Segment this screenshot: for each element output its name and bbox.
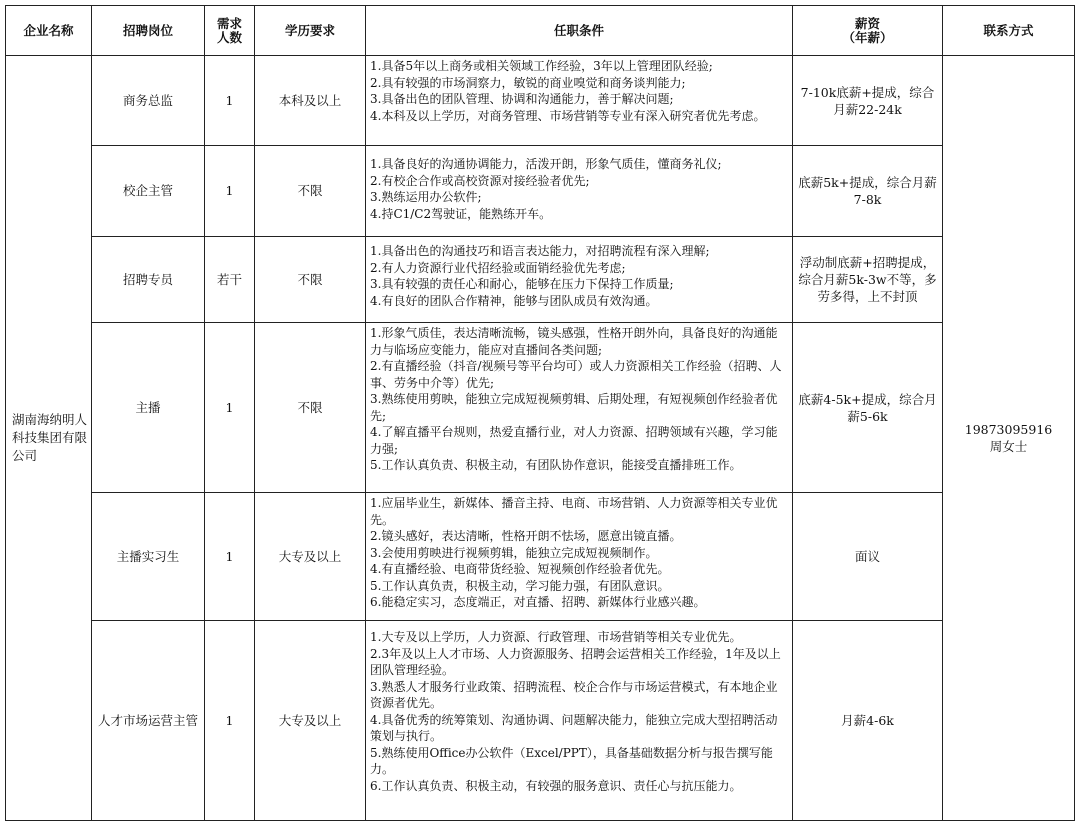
contact-person: 周女士 [989, 439, 1028, 454]
job-count: 若干 [205, 237, 255, 323]
recruitment-table [5, 5, 1075, 821]
requirement-item: 2.有校企合作或高校资源对接经验者优先; [370, 173, 590, 188]
job-count: 1 [205, 56, 255, 146]
job-requirements [366, 621, 793, 821]
requirement-item: 3.具备出色的团队管理、协调和沟通能力，善于解决问题; [370, 92, 674, 106]
requirement-item: 1.形象气质佳，表达清晰流畅，镜头感强，性格开朗外向，具备良好的沟通能力与临场应变能力，能应对直播间各类问题; [370, 326, 778, 357]
header-position: 招聘岗位 [92, 6, 205, 56]
requirement-item: 5.工作认真负责、积极主动，有团队协作意识，能接受直播排班工作。 [370, 458, 742, 472]
job-salary: 底薪4-5k+提成，综合月薪5-6k [793, 323, 943, 493]
requirement-item: 6.能稳定实习，态度端正，对直播、招聘、新媒体行业感兴趣。 [370, 595, 706, 609]
requirement-item: 3.熟练使用剪映，能独立完成短视频剪辑、后期处理，有短视频创作经验者优先; [370, 392, 778, 423]
requirement-item: 4.本科及以上学历，对商务管理、市场营销等专业有深入研究者优先考虑。 [370, 108, 766, 123]
table-row [6, 56, 1075, 146]
job-position: 商务总监 [92, 56, 205, 146]
requirement-item: 2.镜头感好，表达清晰，性格开朗不怯场，愿意出镜直播。 [370, 529, 682, 543]
job-requirements [366, 493, 793, 621]
contact-info [943, 56, 1075, 821]
requirement-item: 4.持C1/C2驾驶证，能熟练开车。 [370, 206, 552, 221]
job-education: 不限 [255, 323, 366, 493]
job-requirements [366, 237, 793, 323]
job-position: 校企主管 [92, 146, 205, 237]
table-row [6, 621, 1075, 821]
requirement-item: 4.了解直播平台规则，热爱直播行业，对人力资源、招聘领域有兴趣，学习能力强; [370, 425, 778, 456]
requirement-item: 1.大专及以上学历，人力资源、行政管理、市场营销等相关专业优先。 [370, 630, 742, 644]
job-education: 大专及以上 [255, 621, 366, 821]
header-count-line1: 需求 [216, 15, 242, 31]
job-requirements [366, 146, 793, 237]
job-requirements [366, 56, 793, 146]
contact-phone: 19873095916 [964, 422, 1053, 437]
header-count [205, 6, 255, 56]
job-salary: 面议 [793, 493, 943, 621]
header-contact: 联系方式 [943, 6, 1075, 56]
requirement-item: 1.具备良好的沟通协调能力，活泼开朗，形象气质佳，懂商务礼仪; [370, 157, 722, 171]
requirement-item: 3.会使用剪映进行视频剪辑，能独立完成短视频制作。 [370, 545, 658, 560]
requirement-item: 2.具有较强的市场洞察力，敏锐的商业嗅觉和商务谈判能力; [370, 75, 686, 90]
requirement-item: 1.应届毕业生，新媒体、播音主持、电商、市场营销、人力资源等相关专业优先。 [370, 496, 778, 527]
requirement-item: 2.3年及以上人才市场、人力资源服务、招聘会运营相关工作经验，1年及以上团队管理经验。 [370, 646, 781, 677]
job-education: 不限 [255, 146, 366, 237]
requirement-item: 3.熟悉人才服务行业政策、招聘流程、校企合作与市场运营模式，有本地企业资源者优先。 [370, 679, 778, 710]
requirement-item: 3.具有较强的责任心和耐心，能够在压力下保持工作质量; [370, 277, 674, 291]
header-row [6, 6, 1075, 56]
job-position: 主播 [92, 323, 205, 493]
header-company: 企业名称 [6, 6, 92, 56]
requirement-item: 1.具备出色的沟通技巧和语言表达能力，对招聘流程有深入理解; [370, 244, 710, 258]
requirement-item: 4.有良好的团队合作精神，能够与团队成员有效沟通。 [370, 293, 658, 308]
requirement-item: 4.具备优秀的统筹策划、沟通协调、问题解决能力，能独立完成大型招聘活动策划与执行。 [370, 712, 778, 743]
header-count-line2: 人数 [216, 29, 242, 45]
job-salary: 底薪5k+提成，综合月薪7-8k [793, 146, 943, 237]
requirement-item: 6.工作认真负责、积极主动，有较强的服务意识、责任心与抗压能力。 [370, 778, 742, 793]
requirement-item: 1.具备5年以上商务或相关领域工作经验，3年以上管理团队经验; [370, 59, 713, 73]
table-row [6, 146, 1075, 237]
requirement-item: 3.熟练运用办公软件; [370, 190, 482, 204]
job-education: 不限 [255, 237, 366, 323]
job-salary: 月薪4-6k [793, 621, 943, 821]
job-position: 人才市场运营主管 [92, 621, 205, 821]
requirement-item: 2.有人力资源行业代招经验或面销经验优先考虑; [370, 260, 626, 275]
requirement-item: 2.有直播经验（抖音/视频号等平台均可）或人力资源相关工作经验（招聘、人事、劳务中介等）优先; [370, 359, 782, 390]
header-education: 学历要求 [255, 6, 366, 56]
header-salary-line2: （年薪） [842, 29, 893, 45]
job-count: 1 [205, 621, 255, 821]
requirement-item: 4.有直播经验、电商带货经验、短视频创作经验者优先。 [370, 562, 670, 576]
job-count: 1 [205, 323, 255, 493]
job-position: 主播实习生 [92, 493, 205, 621]
header-salary-line1: 薪资 [854, 15, 880, 31]
job-salary: 7-10k底薪+提成，综合月薪22-24k [793, 56, 943, 146]
table-row [6, 493, 1075, 621]
job-salary: 浮动制底薪+招聘提成，综合月薪5k-3w不等，多劳多得，上不封顶 [793, 237, 943, 323]
requirement-item: 5.工作认真负责，积极主动，学习能力强，有团队意识。 [370, 578, 670, 593]
company-name: 湖南海纳明人科技集团有限公司 [6, 56, 92, 821]
job-education: 本科及以上 [255, 56, 366, 146]
header-requirements: 任职条件 [366, 6, 793, 56]
header-salary [793, 6, 943, 56]
table-row [6, 323, 1075, 493]
job-count: 1 [205, 493, 255, 621]
job-position: 招聘专员 [92, 237, 205, 323]
job-requirements [366, 323, 793, 493]
requirement-item: 5.熟练使用Office办公软件（Excel/PPT），具备基础数据分析与报告撰写能力。 [370, 745, 773, 776]
job-education: 大专及以上 [255, 493, 366, 621]
table-row [6, 237, 1075, 323]
job-count: 1 [205, 146, 255, 237]
